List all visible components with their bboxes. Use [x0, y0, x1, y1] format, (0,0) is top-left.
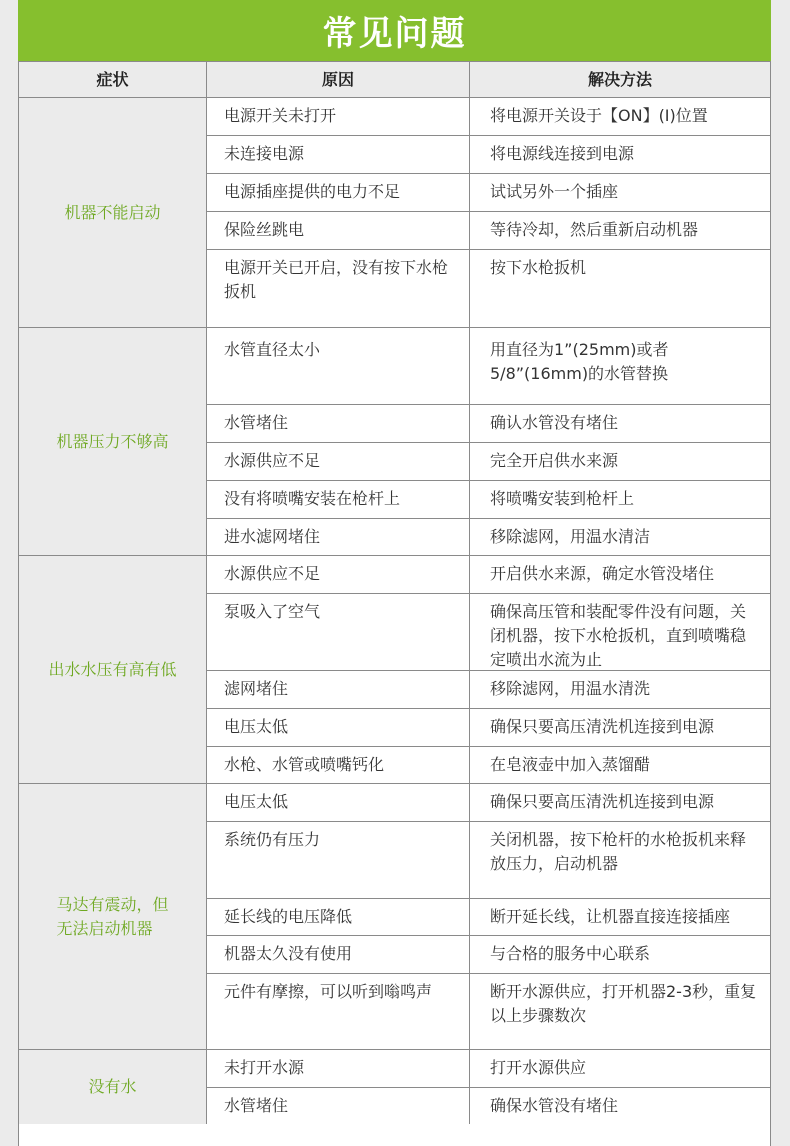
cause-cell: 电源插座提供的电力不足: [206, 173, 470, 212]
cause-cell: 水管堵住: [206, 404, 470, 443]
solution-cell: 移除滤网，用温水清洗: [469, 670, 771, 709]
cause-cell: 泵吸入了空气: [206, 593, 470, 671]
cause-cell: 水管直径太小: [206, 327, 470, 405]
cause-cell: 电压太低: [206, 783, 470, 822]
cause-cell: 滤网堵住: [206, 670, 470, 709]
solution-cell: 将喷嘴安装到枪杆上: [469, 480, 771, 519]
solution-cell: 移除滤网，用温水清洁: [469, 518, 771, 556]
symptom-text: 出水水压有高有低: [48, 659, 177, 679]
header-symptom: 症状: [18, 61, 207, 98]
cause-cell: 水源供应不足: [206, 442, 470, 481]
solution-cell: 断开水源供应，打开机器2-3秒，重复以上步骤数次: [469, 973, 771, 1050]
cause-cell: 机器太久没有使用: [206, 935, 470, 974]
cause-cell: 进水滤网堵住: [206, 518, 470, 556]
solution-cell: 关闭机器，按下枪杆的水枪扳机来释放压力，启动机器: [469, 821, 771, 899]
symptom-text: 机器压力不够高: [56, 431, 169, 451]
symptom-cell: [18, 783, 207, 1050]
solution-cell: 按下水枪扳机: [469, 249, 771, 328]
cause-cell: 未连接电源: [206, 135, 470, 174]
solution-cell: 完全开启供水来源: [469, 442, 771, 481]
symptom-cell: [18, 555, 207, 784]
cause-cell: 水枪、水管或喷嘴钙化: [206, 746, 470, 784]
solution-cell: 确保只要高压清洗机连接到电源: [469, 708, 771, 747]
table-bottom-edge: [18, 1124, 771, 1146]
cause-cell: 水源供应不足: [206, 555, 470, 594]
cause-cell: 没有将喷嘴安装在枪杆上: [206, 480, 470, 519]
cause-cell: 电压太低: [206, 708, 470, 747]
header-cause: 原因: [206, 61, 470, 98]
symptom-text: 机器不能启动: [64, 202, 161, 222]
symptom-cell: [18, 1049, 207, 1125]
solution-cell: 在皂液壶中加入蒸馏醋: [469, 746, 771, 784]
solution-cell: 确保只要高压清洗机连接到电源: [469, 783, 771, 822]
symptom-text: 没有水: [88, 1077, 137, 1096]
cause-cell: 延长线的电压降低: [206, 898, 470, 936]
symptom-cell: [18, 97, 207, 328]
cause-cell: 元件有摩擦，可以听到嗡鸣声: [206, 973, 470, 1050]
solution-cell: 开启供水来源，确定水管没堵住: [469, 555, 771, 594]
solution-cell: 断开延长线，让机器直接连接插座: [469, 898, 771, 936]
cause-cell: 未打开水源: [206, 1049, 470, 1088]
header-solution: 解决方法: [469, 61, 771, 98]
solution-cell: 将电源开关设于【ON】(I)位置: [469, 97, 771, 136]
cause-cell: 系统仍有压力: [206, 821, 470, 899]
solution-cell: 打开水源供应: [469, 1049, 771, 1088]
solution-cell: 将电源线连接到电源: [469, 135, 771, 174]
solution-cell: 用直径为1”(25mm)或者5/8”(16mm)的水管替换: [469, 327, 771, 405]
cause-cell: 电源开关未打开: [206, 97, 470, 136]
symptom-cell: [18, 327, 207, 556]
symptom-text-line: 马达有震动，但: [56, 894, 169, 914]
page-title: 常见问题: [18, 0, 771, 61]
cause-cell: 水管堵住: [206, 1087, 470, 1125]
solution-cell: 确认水管没有堵住: [469, 404, 771, 443]
symptom-text-line: 无法启动机器: [56, 918, 153, 938]
solution-cell: 试试另外一个插座: [469, 173, 771, 212]
solution-cell: 确保高压管和装配零件没有问题，关闭机器，按下水枪扳机，直到喷嘴稳定喷出水流为止: [469, 593, 771, 671]
solution-cell: 等待冷却，然后重新启动机器: [469, 211, 771, 250]
cause-cell: 电源开关已开启，没有按下水枪扳机: [206, 249, 470, 328]
cause-cell: 保险丝跳电: [206, 211, 470, 250]
solution-cell: 与合格的服务中心联系: [469, 935, 771, 974]
solution-cell: 确保水管没有堵住: [469, 1087, 771, 1125]
